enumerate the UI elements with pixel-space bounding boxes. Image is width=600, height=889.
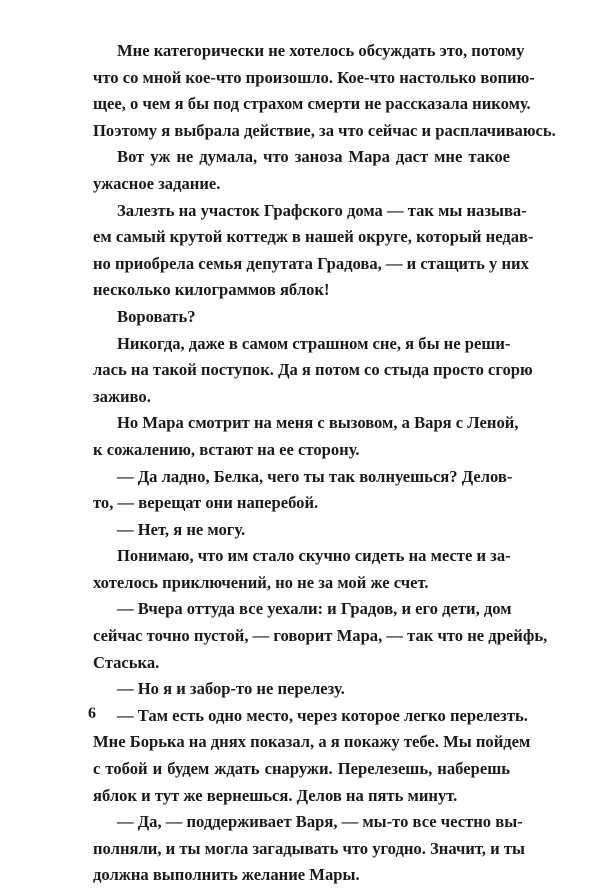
text-line: Поэтому я выбрала действие, за что сейчас и расплачиваюсь. xyxy=(93,120,556,140)
text-line: Мне Борька на днях показал, а я покажу тебе. Мы пойдем xyxy=(93,732,531,752)
text-line: то, — верещат они наперебой. xyxy=(93,493,319,513)
text-line: хотелось приключений, но не за мой же счет. xyxy=(93,572,429,592)
text-line: Стаська. xyxy=(93,652,160,672)
text-line: Вот уж не думала, что заноза Мара даст мне такое xyxy=(117,147,510,167)
text-line: Воровать? xyxy=(117,306,196,326)
text-line: Залезть на участок Графского дома — так мы называ- xyxy=(117,200,527,220)
text-line: ужасное задание. xyxy=(93,173,221,193)
text-line: должна выполнить желание Мары. xyxy=(93,865,360,885)
text-line: яблок и тут же вернешься. Делов на пять минут. xyxy=(93,785,458,805)
text-line: заживо. xyxy=(93,386,151,406)
text-line: Понимаю, что им стало скучно сидеть на месте и за- xyxy=(117,546,511,566)
text-line: — Там есть одно место, через которое легко перелезть. xyxy=(117,705,528,725)
text-line: что со мной кое-что произошло. Кое-что настолько вопию- xyxy=(93,67,535,87)
body-text xyxy=(93,38,556,889)
text-line: полняли, и ты могла загадывать что угодно. Значит, и ты xyxy=(93,838,525,858)
text-line: но приобрела семья депутата Градова, — и стащить у них xyxy=(93,253,529,273)
text-line: — Да, — поддерживает Варя, — мы-то все честно вы- xyxy=(117,812,523,832)
text-line: Никогда, даже в самом страшном сне, я бы не реши- xyxy=(117,333,511,353)
text-line: сейчас точно пустой, — говорит Мара, — так что не дрейфь, xyxy=(93,626,548,646)
text-line: ем самый крутой коттедж в нашей округе, который недав- xyxy=(93,227,534,247)
text-line: к сожалению, встают на ее сторону. xyxy=(93,439,360,459)
text-line: с тобой и будем ждать снаружи. Перелезешь, наберешь xyxy=(93,759,510,779)
text-line: — Нет, я не могу. xyxy=(117,519,246,539)
text-line: — Вчера оттуда все уехали: и Градов, и его дети, дом xyxy=(117,599,512,619)
text-line: — Да ладно, Белка, чего ты так волнуешься? Делов- xyxy=(117,466,513,486)
text-line: лась на такой поступок. Да я потом со стыда просто сгорю xyxy=(93,360,533,380)
text-line: несколько килограммов яблок! xyxy=(93,280,330,300)
text-line: щее, о чем я бы под страхом смерти не рассказала никому. xyxy=(93,94,531,114)
text-line: Мне категорически не хотелось обсуждать это, потому xyxy=(117,41,525,60)
text-line: — Но я и забор-то не перелезу. xyxy=(117,679,345,699)
page-number: 6 xyxy=(88,705,96,722)
text-line: Но Мара смотрит на меня с вызовом, а Варя с Леной, xyxy=(117,413,519,433)
